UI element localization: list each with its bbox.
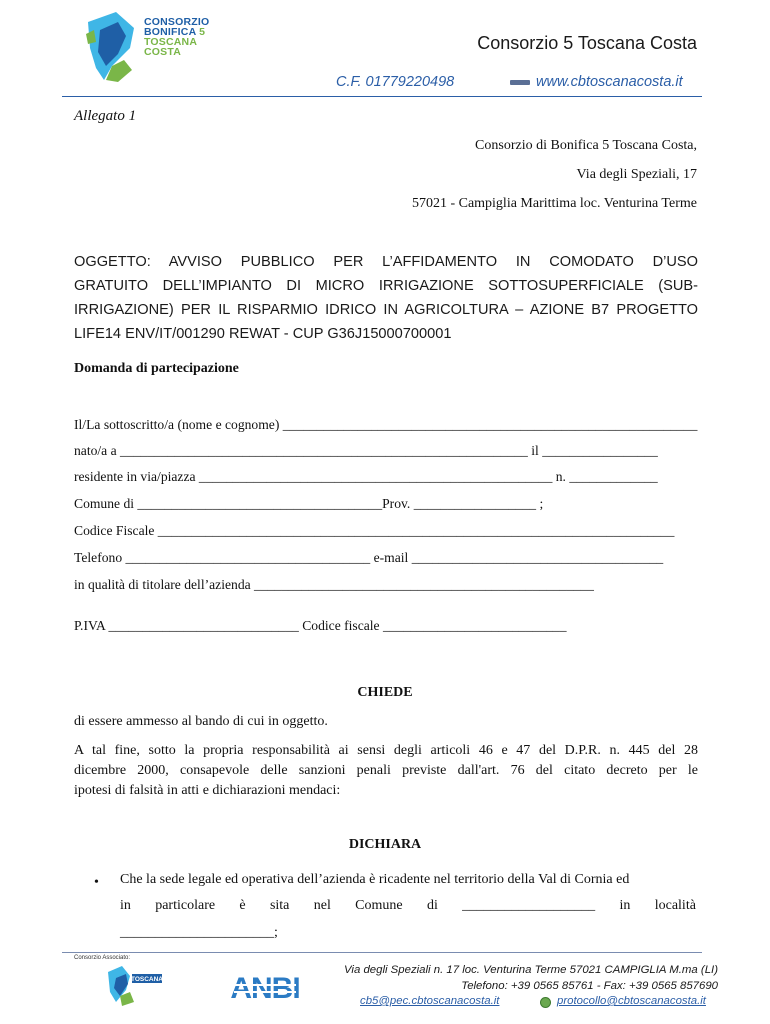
- logo-wordmark: [144, 17, 209, 57]
- bullet-word: sita: [269, 898, 290, 913]
- declaration-line: ipotesi di falsità in atti e dichiarazioni mendaci:: [74, 783, 341, 798]
- declaration-line: dicembre 2000, consapevole delle sanzioni penali previste dall'art. 76 del citato decreto per le: [74, 763, 698, 778]
- website-icon: [510, 80, 530, 85]
- bullet-word: Comune: [355, 898, 403, 913]
- protocol-email-link[interactable]: protocollo@cbtoscanacosta.it: [557, 995, 706, 1007]
- svg-text:TOSCANA: TOSCANA: [130, 976, 164, 983]
- footer-phone: Telefono: +39 0565 85761 - Fax: +39 0565 857690: [461, 980, 718, 992]
- website-link[interactable]: www.cbtoscanacosta.it: [536, 74, 683, 90]
- bullet-word: in: [120, 898, 131, 913]
- bullet-word: località: [654, 898, 696, 913]
- request-text: di essere ammesso al bando di cui in oggetto.: [74, 714, 328, 729]
- field-piva-codice-fiscale[interactable]: P.IVA ____________________________ Codice fiscale ___________________________: [74, 618, 567, 633]
- attachment-label: Allegato 1: [74, 108, 137, 124]
- field-titolare-azienda[interactable]: in qualità di titolare dell’azienda __________________________________________________: [74, 577, 594, 592]
- pec-email-link[interactable]: cb5@pec.cbtoscanacosta.it: [360, 995, 500, 1007]
- bullet-word: in: [619, 898, 631, 913]
- bullet-word: particolare: [155, 898, 216, 913]
- recipient-line-1: Consorzio di Bonifica 5 Toscana Costa,: [475, 138, 697, 153]
- logo-line-costa: COSTA: [144, 46, 181, 58]
- logo-line-bonifica: BONIFICA 5: [144, 26, 206, 38]
- section-title-chiede: CHIEDE: [357, 685, 413, 700]
- subject-line: OGGETTO: AVVISO PUBBLICO PER L’AFFIDAMENTO IN COMODATO D’USO: [74, 254, 698, 270]
- bullet-word: è: [239, 898, 246, 913]
- associated-consortium-logo: [104, 962, 164, 1008]
- recipient-line-3: 57021 - Campiglia Marittima loc. Venturina Terme: [411, 196, 697, 211]
- footer-address: Via degli Speziali n. 17 loc. Venturina Terme 57021 CAMPIGLIA M.ma (LI): [344, 964, 718, 976]
- bullet-text-line-2[interactable]: [120, 898, 696, 914]
- declaration-line: A tal fine, sotto la propria responsabilità ai sensi degli articoli 46 e 47 del D.P.R. n. 445 del 28: [74, 743, 698, 758]
- field-residenza[interactable]: residente in via/piazza ____________________________________________________ n. _____________: [74, 469, 658, 484]
- section-title-dichiara: DICHIARA: [348, 837, 422, 852]
- subject-line: LIFE14 ENV/IT/001290 REWAT - CUP G36J15000700001: [74, 326, 452, 342]
- footer-divider: [62, 952, 702, 953]
- logo-line-toscana: TOSCANA: [144, 36, 198, 48]
- fiscal-code: C.F. 01779220498: [336, 74, 455, 90]
- associated-label: Consorzio Associato:: [74, 955, 131, 961]
- field-telefono-email[interactable]: Telefono ____________________________________ e-mail _____________________________________: [74, 550, 664, 565]
- organization-name: Consorzio 5 Toscana Costa: [477, 33, 697, 53]
- field-codice-fiscale[interactable]: Codice Fiscale ____________________________________________________________________________: [74, 523, 675, 538]
- field-comune-sede[interactable]: ___________________: [462, 898, 596, 913]
- svg-text:ANBI: ANBI: [230, 972, 300, 1004]
- field-luogo-data-nascita[interactable]: nato/a a ____________________________________________________________ il _________________: [74, 443, 658, 458]
- field-nome-cognome[interactable]: Il/La sottoscritto/a (nome e cognome) _____________________________________________________________: [74, 417, 698, 432]
- logo-line-consorzio: CONSORZIO: [144, 16, 210, 28]
- subject-heading: [74, 250, 698, 346]
- bullet-word: nel: [313, 898, 331, 913]
- section-title-domanda: Domanda di partecipazione: [74, 361, 239, 376]
- declaration-paragraph: [74, 741, 698, 801]
- recipient-line-2: Via degli Speziali, 17: [576, 167, 697, 182]
- email-icon: [540, 997, 551, 1008]
- bullet-text-line-1: Che la sede legale ed operativa dell’azienda è ricadente nel territorio della Val di Cornia ed: [120, 872, 630, 887]
- bullet-icon: •: [94, 875, 99, 890]
- field-comune-provincia[interactable]: Comune di ____________________________________Prov. __________________ ;: [74, 496, 544, 511]
- subject-line: GRATUITO DELL’IMPIANTO DI MICRO IRRIGAZIONE SOTTOSUPERFICIALE (SUB-: [74, 278, 698, 294]
- bullet-word: di: [426, 898, 438, 913]
- header-divider: [62, 96, 702, 97]
- anbi-logo: [230, 968, 300, 1004]
- logo-number: 5: [199, 26, 206, 38]
- subject-line: IRRIGAZIONE) PER IL RISPARMIO IDRICO IN AGRICOLTURA – AZIONE B7 PROGETTO: [74, 302, 698, 318]
- field-localita[interactable]: ______________________;: [120, 925, 278, 940]
